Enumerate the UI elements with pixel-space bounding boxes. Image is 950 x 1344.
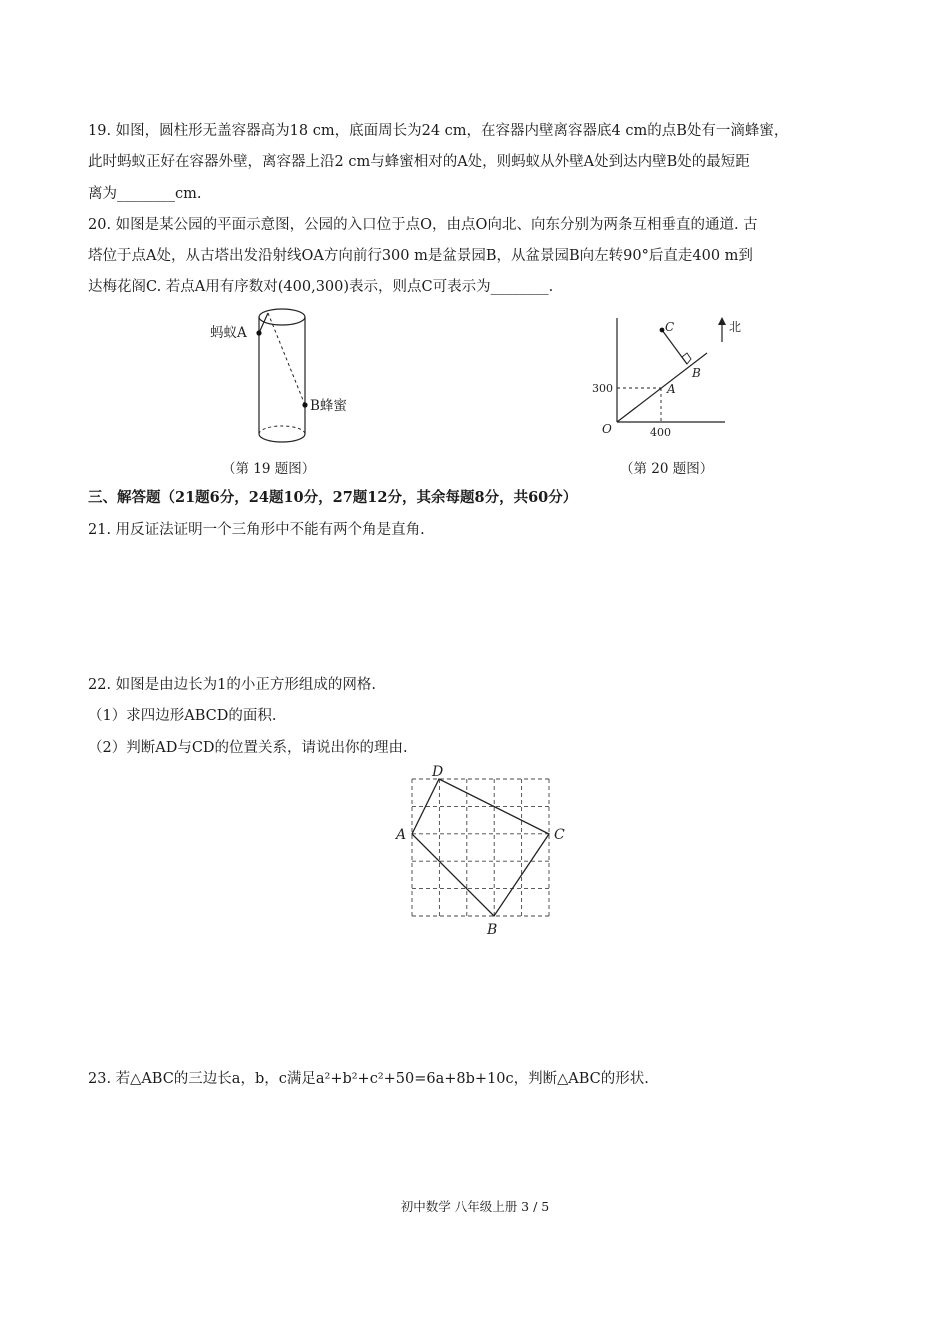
label-c: C: [554, 827, 565, 843]
tick-400: 400: [650, 426, 671, 439]
q19-caption: （第 19 题图）: [222, 461, 316, 477]
label-a: A: [667, 382, 676, 396]
ray-oa: [617, 353, 707, 422]
label-o: O: [602, 422, 612, 436]
q19-line-2: 此时蚂蚁正好在容器外壁，离容器上沿2 cm与蜂蜜相对的A处，则蚂蚁从外壁A处到达内壁B处的最短距: [88, 154, 750, 170]
label-b: B: [487, 922, 498, 938]
q22-line-1: 22. 如图是由边长为1的小正方形组成的网格.: [88, 677, 377, 693]
cylinder-bottom-front: [259, 434, 305, 442]
quadrilateral-abcd: [412, 779, 549, 916]
q20-line-2: 塔位于点A处，从古塔出发沿射线OA方向前行300 m是盆景园B，从盆景园B向左转90°后直走400 m到: [88, 248, 753, 264]
q23-line-1: 23. 若△ABC的三边长a，b，c满足a²+b²+c²+50=6a+8b+10c，判断△ABC的形状.: [88, 1071, 649, 1087]
section-3-heading: 三、解答题（21题6分，24题10分，27题12分，其余每题8分，共60分）: [88, 489, 578, 506]
q19-line-1: 19. 如图，圆柱形无盖容器高为18 cm，底面周长为24 cm，在容器内壁离容器底4 cm的点B处有一滴蜂蜜，: [88, 123, 789, 139]
tick-300: 300: [592, 382, 613, 395]
label-d: D: [432, 764, 444, 780]
q22-line-3: （2）判断AD与CD的位置关系，请说出你的理由.: [88, 740, 408, 756]
point-a-dot: [256, 330, 261, 335]
label-b-honey: B蜂蜜: [310, 398, 347, 414]
figure-22-grid: [390, 762, 580, 942]
cylinder-bottom-back: [259, 426, 305, 434]
q22-line-2: （1）求四边形ABCD的面积.: [88, 708, 277, 724]
north-label: 北: [729, 320, 742, 334]
figure-19-cylinder: [200, 302, 400, 447]
label-b: B: [692, 366, 701, 380]
q20-line-1: 20. 如图是某公园的平面示意图，公园的入口位于点O，由点O向北、向东分别为两条互相垂直的通道. 古: [88, 217, 758, 233]
figure-20-park-map: [590, 312, 770, 442]
q20-caption: （第 20 题图）: [620, 461, 714, 477]
q19-line-3: 离为________cm.: [88, 186, 202, 202]
label-ant-a: 蚂蚁A: [210, 325, 247, 341]
label-a: A: [396, 827, 407, 843]
point-c-dot: [660, 328, 665, 333]
q21-line-1: 21. 用反证法证明一个三角形中不能有两个角是直角.: [88, 522, 425, 538]
label-c: C: [665, 320, 675, 334]
path-dashed-inner: [268, 313, 305, 405]
north-arrow-head: [718, 317, 726, 325]
q20-line-3: 达梅花阁C. 若点A用有序数对(400,300)表示，则点C可表示为________.: [88, 279, 554, 295]
page-footer: 初中数学 八年级上册 3 / 5: [400, 1199, 550, 1214]
point-b-dot: [302, 402, 307, 407]
